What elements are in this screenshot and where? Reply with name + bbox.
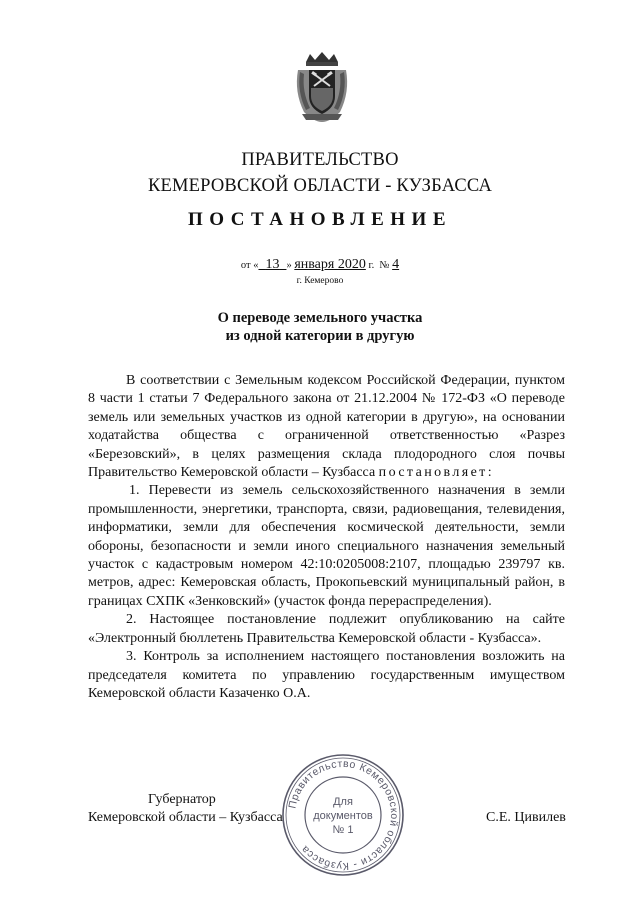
signer-name: С.Е. Цивилев bbox=[486, 810, 566, 825]
government-title-line2: КЕМЕРОВСКОЙ ОБЛАСТИ - КУЗБАССА bbox=[147, 176, 493, 196]
document-type-title: ПОСТАНОВЛЕНИЕ bbox=[187, 209, 453, 230]
signer-title-line1: Губернатор bbox=[148, 792, 216, 807]
stamp-center-line1: Для bbox=[333, 796, 353, 808]
body-intro: В соответствии с Земельным кодексом Российской Федерации, пунктом 8 части 1 статьи 7 Федерального закона от 21.12.2004 № 172-ФЗ «О переводе земель или земельных участков из одной категории в другую», на основании ходатайства общества с ограниченной ответственностью «Разрез «Березовский», в целях размещения склада плодородного слоя почвы Правительство Кемеровской области – Кузбасса bbox=[88, 373, 565, 481]
body-intro-paragraph bbox=[88, 372, 565, 482]
date-prefix: от « bbox=[240, 260, 259, 271]
number-sign: № bbox=[379, 260, 390, 271]
date-year-suffix: г. bbox=[368, 260, 375, 271]
document-date-line bbox=[0, 257, 640, 273]
body-item-1: 1. Перевести из земель сельскохозяйственного назначения в земли промышленности, энергетики, транспорта, связи, радиовещания, телевидения, информатики, земли для обеспечения космической деятельности, земли обороны, безопасности и земли иного специального назначения земельный участок с кадастровым номером 42:10:0205008:2107, площадью 239797 кв. метров, адрес: Кемеровская область, Прокопьевский муниципальный район, в границах СХПК «Зенковский» (участок фонда перераспределения). bbox=[88, 483, 565, 609]
body-item-2: 2. Настоящее постановление подлежит опубликованию на сайте «Электронный бюллетень Правительства Кемеровской области - Кузбасса». bbox=[88, 612, 565, 646]
document-number: 4 bbox=[392, 257, 400, 272]
official-stamp bbox=[278, 750, 408, 880]
stamp-center-line2: документов bbox=[313, 810, 373, 822]
document-body bbox=[88, 372, 565, 703]
date-month-year: января 2020 bbox=[294, 257, 366, 272]
date-mid: » bbox=[286, 260, 292, 271]
stamp-ring-text: Правительство Кемеровской области - Кузбасса bbox=[286, 757, 401, 873]
document-city: г. Кемерово bbox=[296, 276, 344, 286]
coat-of-arms-icon bbox=[292, 52, 352, 124]
government-title-line1: ПРАВИТЕЛЬСТВО bbox=[241, 150, 399, 170]
stamp-center-line3: № 1 bbox=[332, 824, 354, 836]
signer-title-line2: Кемеровской области – Кузбасса bbox=[88, 810, 283, 825]
decree-word: постановляет: bbox=[378, 465, 494, 481]
date-day: 13 bbox=[265, 257, 280, 272]
subject-line1: О переводе земельного участка bbox=[217, 310, 423, 326]
body-item-3: 3. Контроль за исполнением настоящего постановления возложить на председателя комитета по управлению государственным имуществом Кемеровской области Казаченко О.А. bbox=[88, 649, 565, 701]
subject-line2: из одной категории в другую bbox=[225, 328, 415, 344]
